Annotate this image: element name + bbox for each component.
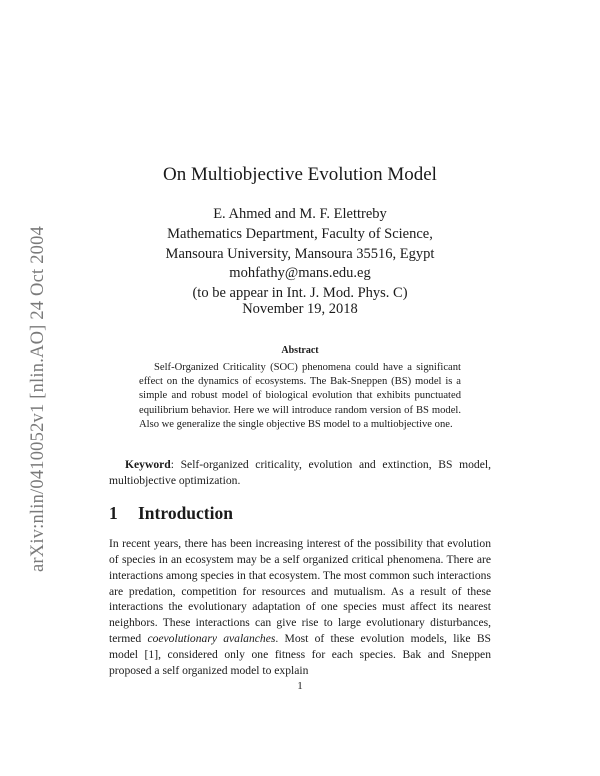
keyword-label: Keyword	[125, 458, 171, 471]
keyword-text: : Self-organized criticality, evolution and extinction, BS model, multiobjective optimization.	[109, 458, 491, 487]
author-block	[0, 205, 600, 304]
author-affiliation-line-1: Mathematics Department, Faculty of Science,	[167, 225, 433, 242]
paper-title: On Multiobjective Evolution Model	[163, 164, 437, 185]
abstract-heading: Abstract	[281, 345, 319, 356]
section-title: Introduction	[138, 503, 233, 523]
page-number: 1	[297, 680, 303, 692]
section-number: 1	[109, 503, 118, 523]
author-email: mohfathy@mans.edu.eg	[229, 265, 371, 282]
keyword-paragraph	[109, 457, 491, 488]
abstract-text: Self-Organized Criticality (SOC) phenomena could have a significant effect on the dynamics of ecosystems. The Bak-Sneppen (BS) model is a simple and robust model of biological evolution that exhibits punctuated equilibrium behavior. Here we will introduce random version of BS model. Also we generalize the single objective BS model to a multiobjective one.	[139, 362, 461, 430]
intro-paragraph	[109, 536, 491, 679]
author-names: E. Ahmed and M. F. Elettreby	[213, 206, 387, 222]
publication-note: (to be appear in Int. J. Mod. Phys. C)	[192, 285, 408, 302]
section-heading	[109, 503, 233, 524]
intro-text-part-2: . Most of these evolution models, like BS model [1], considered only one fitness for each species. Bak and Sneppen proposed a self organized model to explain	[109, 632, 491, 677]
intro-emphasis: coevolutionary avalanches	[147, 632, 276, 646]
arxiv-identifier: arXiv:nlin/0410052v1 [nlin.AO] 24 Oct 2004	[28, 226, 48, 572]
paper-date: November 19, 2018	[242, 301, 358, 317]
intro-text-part-1: In recent years, there has been increasing interest of the possibility that evolution of species in an ecosystem may be a self organized critical phenomena. There are interactions among species in that ecosystem. The most common such interactions are predation, competition for resources and mutualism. As a result of these interactions the evolutionary adaptation of one species must affect its nearest neighbors. These interactions can give rise to large evolutionary disturbances, termed	[109, 537, 491, 646]
author-affiliation-line-2: Mansoura University, Mansoura 35516, Egypt	[165, 245, 435, 262]
